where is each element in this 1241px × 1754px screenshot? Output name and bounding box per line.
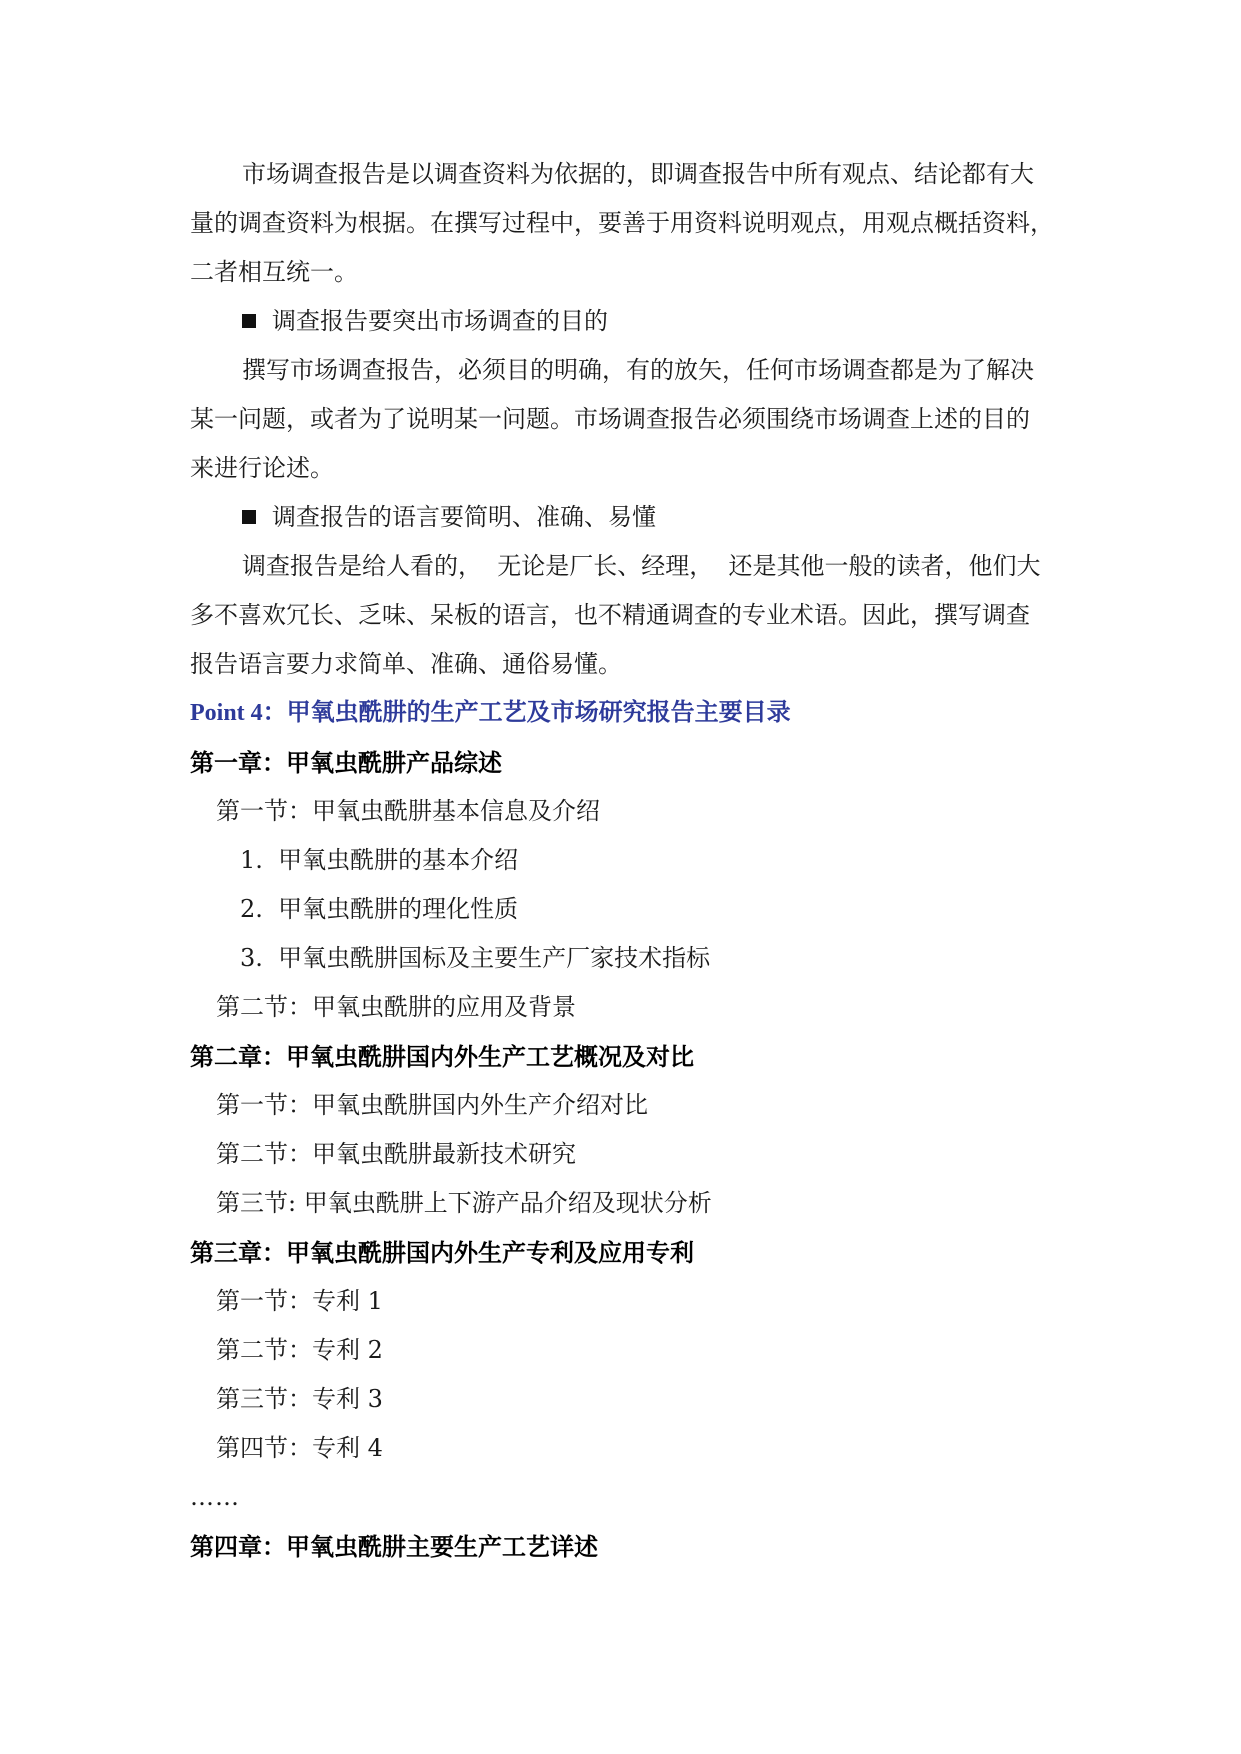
point4-heading: Point 4：甲氧虫酰肼的生产工艺及市场研究报告主要目录 [190, 700, 791, 726]
toc-ch1-section-2: 第二节：甲氧虫酰肼的应用及背景 [216, 993, 576, 1021]
page-content [190, 150, 1070, 1571]
intro-line-3: 二者相互统一。 [190, 258, 358, 286]
purpose-line-2: 某一问题，或者为了说明某一问题。市场调查报告必须围绕市场调查上述的目的 [190, 405, 1030, 433]
bullet-heading-text: 调查报告的语言要简明、准确、易懂 [272, 503, 656, 531]
square-bullet-icon [242, 510, 256, 524]
toc-ch2-section-1: 第一节：甲氧虫酰肼国内外生产介绍对比 [216, 1091, 648, 1119]
intro-line-2: 量的调查资料为根据。在撰写过程中，要善于用资料说明观点，用观点概括资料， [190, 209, 1054, 237]
toc-ch2-section-3: 第三节: 甲氧虫酰肼上下游产品介绍及现状分析 [216, 1189, 712, 1217]
toc-ch1-item-3: 3. 甲氧虫酰肼国标及主要生产厂家技术指标 [240, 944, 711, 972]
bullet-heading-text: 调查报告要突出市场调查的目的 [272, 307, 608, 335]
language-line-1: 调查报告是给人看的， 无论是厂长、经理， 还是其他一般的读者，他们大 [242, 552, 1041, 580]
toc-chapter-1: 第一章：甲氧虫酰肼产品综述 [190, 748, 502, 777]
toc-ch1-item-2: 2. 甲氧虫酰肼的理化性质 [240, 895, 519, 923]
language-line-3: 报告语言要力求简单、准确、通俗易懂。 [190, 650, 622, 678]
toc-chapter-2: 第二章：甲氧虫酰肼国内外生产工艺概况及对比 [190, 1042, 694, 1071]
toc-ch3-section-4: 第四节：专利 4 [216, 1434, 383, 1462]
toc-ch2-section-2: 第二节：甲氧虫酰肼最新技术研究 [216, 1140, 576, 1168]
toc-ch3-section-2: 第二节：专利 2 [216, 1336, 383, 1364]
intro-line-1: 市场调查报告是以调查资料为依据的，即调查报告中所有观点、结论都有大 [242, 160, 1034, 188]
toc-ch1-item-1: 1. 甲氧虫酰肼的基本介绍 [240, 846, 519, 874]
purpose-line-3: 来进行论述。 [190, 454, 334, 482]
toc-chapter-4: 第四章：甲氧虫酰肼主要生产工艺详述 [190, 1532, 598, 1561]
toc-ch3-section-3: 第三节：专利 3 [216, 1385, 383, 1413]
toc-ch1-section-1: 第一节：甲氧虫酰肼基本信息及介绍 [216, 797, 600, 825]
purpose-line-1: 撰写市场调查报告，必须目的明确，有的放矢，任何市场调查都是为了解决 [242, 356, 1034, 384]
bullet-heading-language [190, 493, 1070, 542]
toc-ch3-section-1: 第一节：专利 1 [216, 1287, 383, 1315]
language-line-2: 多不喜欢冗长、乏味、呆板的语言，也不精通调查的专业术语。因此，撰写调查 [190, 601, 1030, 629]
toc-chapter-3: 第三章：甲氧虫酰肼国内外生产专利及应用专利 [190, 1238, 694, 1267]
bullet-heading-purpose [190, 297, 1070, 346]
square-bullet-icon [242, 314, 256, 328]
toc-ellipsis: …… [190, 1483, 240, 1511]
